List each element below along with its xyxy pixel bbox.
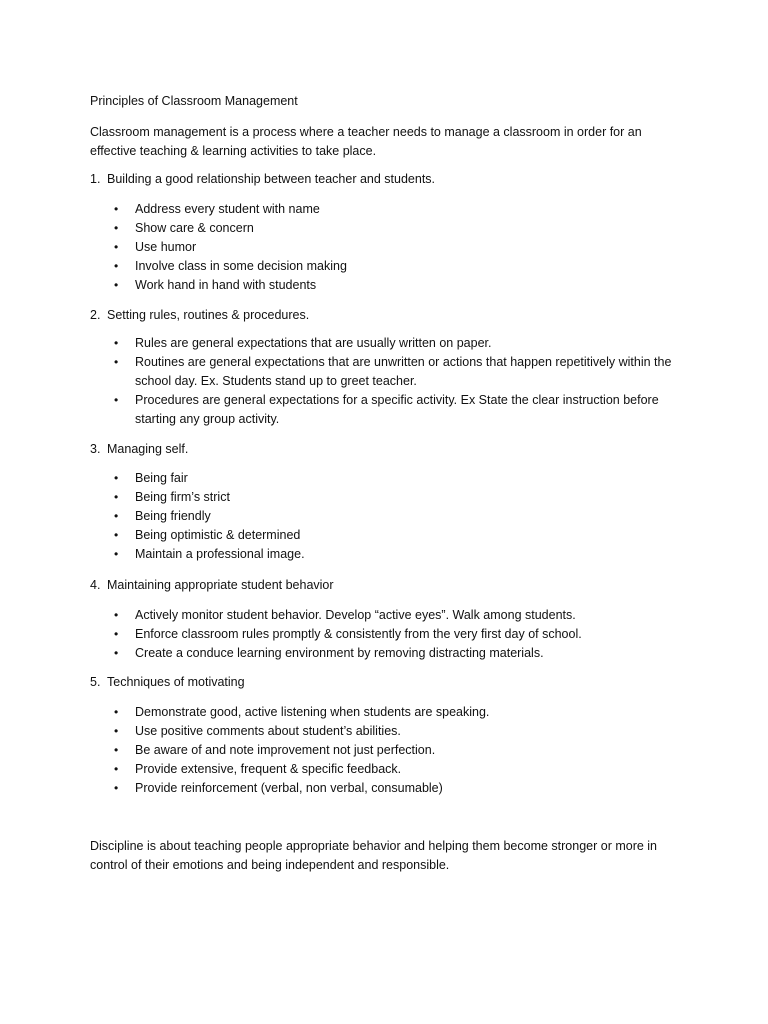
section-heading-text: Managing self. bbox=[107, 442, 189, 456]
list-item: • Use positive comments about student’s abilities. bbox=[90, 722, 690, 741]
list-item: • Being firm’s strict bbox=[90, 488, 690, 507]
section-3-list bbox=[90, 469, 690, 564]
intro-paragraph: Classroom management is a process where a teacher needs to manage a classroom in order for an effective teaching & learning activities to take place. bbox=[90, 125, 642, 158]
bullet-icon: • bbox=[114, 646, 119, 660]
section-heading-5 bbox=[90, 673, 690, 692]
list-item: • Enforce classroom rules promptly & consistently from the very first day of school. bbox=[90, 625, 690, 644]
list-item: • Procedures are general expectations for a specific activity. Ex State the clear instruction before starting any group activity. bbox=[114, 393, 659, 426]
bullet-icon: • bbox=[114, 547, 119, 561]
bullet-icon: • bbox=[114, 781, 119, 795]
list-item: • Show care & concern bbox=[90, 219, 690, 238]
section-number: 3. bbox=[90, 442, 101, 456]
section-heading-text: Techniques of motivating bbox=[107, 675, 245, 689]
section-number: 2. bbox=[90, 308, 101, 322]
section-number: 5. bbox=[90, 675, 101, 689]
document-title: Principles of Classroom Management bbox=[90, 94, 298, 108]
list-item: • Be aware of and note improvement not just perfection. bbox=[90, 741, 690, 760]
section-heading-2 bbox=[90, 306, 690, 325]
list-item: • Work hand in hand with students bbox=[90, 276, 690, 295]
bullet-icon: • bbox=[114, 336, 119, 350]
section-2-list bbox=[90, 334, 690, 429]
bullet-icon: • bbox=[114, 627, 119, 641]
bullet-icon: • bbox=[114, 705, 119, 719]
section-5-list bbox=[90, 703, 690, 798]
bullet-icon: • bbox=[114, 355, 119, 369]
list-item: • Maintain a professional image. bbox=[90, 545, 690, 564]
list-item: • Being optimistic & determined bbox=[90, 526, 690, 545]
bullet-icon: • bbox=[114, 762, 119, 776]
bullet-icon: • bbox=[114, 509, 119, 523]
section-number: 4. bbox=[90, 578, 101, 592]
list-item: • Demonstrate good, active listening when students are speaking. bbox=[90, 703, 690, 722]
bullet-icon: • bbox=[114, 202, 119, 216]
bullet-icon: • bbox=[114, 528, 119, 542]
section-heading-text: Building a good relationship between teacher and students. bbox=[107, 172, 436, 186]
closing-paragraph: Discipline is about teaching people appropriate behavior and helping them become stronger or more in control of their emotions and being independent and responsible. bbox=[90, 839, 658, 872]
section-heading-1 bbox=[90, 170, 690, 189]
section-4-list bbox=[90, 606, 690, 663]
bullet-icon: • bbox=[114, 490, 119, 504]
bullet-icon: • bbox=[114, 471, 119, 485]
list-item: • Create a conduce learning environment by removing distracting materials. bbox=[90, 644, 690, 663]
list-item: • Being friendly bbox=[90, 507, 690, 526]
section-heading-text: Setting rules, routines & procedures. bbox=[107, 308, 310, 322]
bullet-icon: • bbox=[114, 259, 119, 273]
section-heading-text: Maintaining appropriate student behavior bbox=[107, 578, 334, 592]
bullet-icon: • bbox=[114, 393, 119, 407]
list-item: • Being fair bbox=[90, 469, 690, 488]
bullet-icon: • bbox=[114, 221, 119, 235]
section-1-list bbox=[90, 200, 690, 295]
list-item: • Actively monitor student behavior. Develop “active eyes”. Walk among students. bbox=[90, 606, 690, 625]
bullet-icon: • bbox=[114, 743, 119, 757]
section-heading-3 bbox=[90, 440, 690, 459]
list-item: • Involve class in some decision making bbox=[90, 257, 690, 276]
bullet-icon: • bbox=[114, 240, 119, 254]
list-item: • Use humor bbox=[90, 238, 690, 257]
bullet-icon: • bbox=[114, 724, 119, 738]
bullet-icon: • bbox=[114, 278, 119, 292]
section-number: 1. bbox=[90, 172, 101, 186]
list-item: • Provide reinforcement (verbal, non verbal, consumable) bbox=[90, 779, 690, 798]
bullet-icon: • bbox=[114, 608, 119, 622]
list-item: • Address every student with name bbox=[90, 200, 690, 219]
list-item: • Rules are general expectations that are usually written on paper. bbox=[90, 334, 690, 353]
section-heading-4 bbox=[90, 576, 690, 595]
list-item: • Provide extensive, frequent & specific feedback. bbox=[90, 760, 690, 779]
list-item: • Routines are general expectations that are unwritten or actions that happen repetitively within the school day. Ex. Students stand up to greet teacher. bbox=[114, 355, 672, 388]
